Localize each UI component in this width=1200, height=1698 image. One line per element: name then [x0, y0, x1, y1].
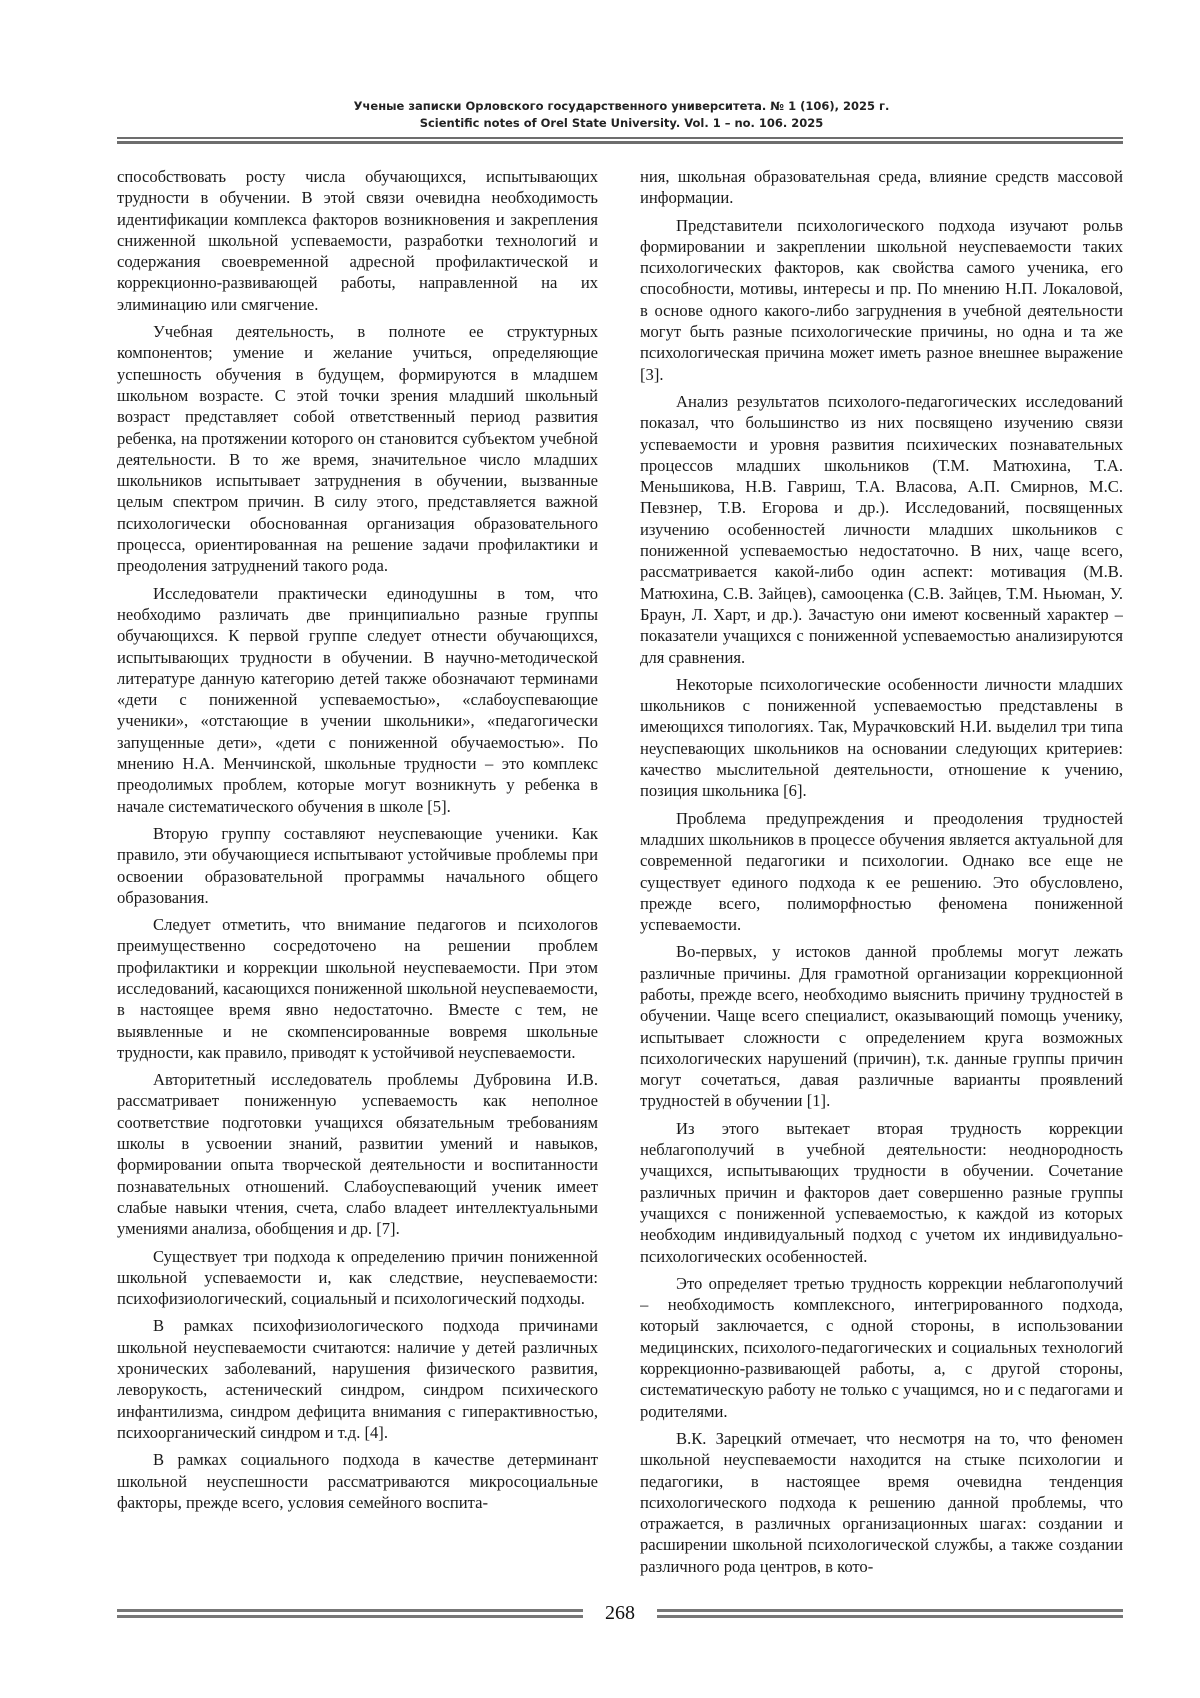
- paragraph: Исследователи практически единодушны в том, что необходимо различать две принципиально разные группы обучающихся. К первой группе следует отнести обучающихся, испытывающих трудности в обучении. В научно-методической литературе данную категорию детей также обозначают терминами «дети с пониженной успеваемостью», «слабоуспевающие ученики», «отстающие в учении школьники», «педагогически запущенные дети», «дети с пониженной обучаемостью». По мнению Н.А. Менчинской, школьные трудности – это комплекс преодолимых проблем, которые могут возникнуть у ребенка в начале систематического обучения в школе [5].: [117, 583, 598, 816]
- running-header: [120, 98, 1123, 132]
- paragraph: В.К. Зарецкий отмечает, что несмотря на то, что феномен школьной неуспеваемости находится на стыке психологии и педагогики, в настоящее время очевидна тенденция психологического подхода к решению данной проблемы, что отражается, в различных организационных шагах: создании и расширении школьной психологической службы, а также создании различного рода центров, в кото-: [640, 1428, 1123, 1576]
- paragraph: В рамках социального подхода в качестве детерминант школьной неуспешности рассматриваются микросоциальные факторы, прежде всего, условия семейного воспита-: [117, 1450, 598, 1512]
- paragraph: Следует отметить, что внимание педагогов и психологов преимущественно сосредоточено на решении проблем профилактики и коррекции школьной неуспеваемости. При этом исследований, касающихся пониженной школьной неуспеваемости, в настоящее время явно недостаточно. Вместе с тем, не выявленные и не скомпенсированные вовремя школьные трудности, как правило, приводят к устойчивой неуспеваемости.: [117, 915, 598, 1062]
- page-footer: [117, 1604, 1123, 1626]
- right-column: [640, 166, 1123, 1581]
- paragraph: Авторитетный исследователь проблемы Дубровина И.В. рассматривает пониженную успеваемость как неполное соответствие подготовки учащихся обязательным требованиям школы в усвоении знаний, развитии умений и навыков, формировании опыта творческой деятельности и воспитанности познавательных отношений. Слабоуспевающий ученик имеет слабые навыки чтения, счета, слабо владеет интеллектуальными умениями анализа, обобщения и др. [7].: [117, 1070, 598, 1239]
- paragraph: Это определяет третью трудность коррекции неблагополучий – необходимость комплексного, интегрированного подхода, который заключается, с одной стороны, в использовании медицинских, психолого-педагогических и социальных технологий коррекционно-развивающей работы, а, с другой стороны, систематическую работу не только с учащимся, но и с педагогами и родителями.: [640, 1273, 1123, 1421]
- paragraph: В рамках психофизиологического подхода причинами школьной неуспеваемости считаются: наличие у детей различных хронических заболеваний, нарушения физического развития, леворукость, астенический синдром, синдром психического инфантилизма, синдром дефицита внимания с гиперактивностью, психоорганический синдром и т.д. [4].: [117, 1316, 598, 1442]
- footer-rule-right: [657, 1609, 1123, 1618]
- paragraph: Некоторые психологические особенности личности младших школьников с пониженной успеваемостью представлены в имеющихся типологиях. Так, Мурачковский Н.И. выделил три типа неуспевающих школьников на основании следующих критериев: качество мыслительной деятельности, отношение к учению, позиция школьника [6].: [640, 674, 1123, 801]
- page-number: 268: [605, 1602, 635, 1624]
- journal-title-en: Scientific notes of Orel State University. Vol. 1 – no. 106. 2025: [419, 116, 824, 130]
- header-rule: [117, 137, 1123, 144]
- paragraph: ния, школьная образовательная среда, влияние средств массовой информации.: [640, 167, 1123, 208]
- paragraph: Вторую группу составляют неуспевающие ученики. Как правило, эти обучающиеся испытывают устойчивые проблемы при освоении образовательной программы начального общего образования.: [117, 823, 598, 907]
- paragraph: Учебная деятельность, в полноте ее структурных компонентов; умение и желание учиться, определяющие успешность обучения в будущем, формируются в младшем школьном возрасте. С этой точки зрения младший школьный возраст представляет собой ответственный период развития ребенка, на протяжении которого он становится субъектом учебной деятельности. В то же время, значительное число младших школьников испытывает затруднения в обучении, вызванные целым спектром причин. В силу этого, представляется важной психологически обоснованная организация образовательного процесса, ориентированная на решение задачи профилактики и преодоления затруднений такого рода.: [117, 322, 598, 576]
- left-column: [117, 166, 598, 1581]
- paragraph: Анализ результатов психолого-педагогических исследований показал, что большинство из них посвящено изучению связи успеваемости и уровня развития психических познавательных процессов младших школьников (Т.М. Матюхина, Т.А. Меньшикова, Н.В. Гавриш, Т.А. Власова, А.П. Смирнов, М.С. Певзнер, Т.В. Егорова и др.). Исследований, посвященных изучению особенностей личности младших школьников с пониженной успеваемостью недостаточно. В них, чаще всего, рассматривается какой-либо один аспект: мотивация (М.В. Матюхина, С.В. Зайцев), самооценка (С.В. Зайцев, Т.М. Ньюман, У. Браун, Л. Харт, и др.). Зачастую они имеют косвенный характер – показатели учащихся с пониженной успеваемостью анализируются для сравнения.: [640, 391, 1123, 667]
- paragraph: Во-первых, у истоков данной проблемы могут лежать различные причины. Для грамотной организации коррекционной работы, прежде всего, необходимо выяснить причину трудностей в обучении. Чаще всего специалист, оказывающий помощь ученику, испытывает сложности с определением круга возможных психологических нарушений (причин), т.к. данные группы причин могут сочетаться, давая различные варианты проявлений трудностей в обучении [1].: [640, 942, 1123, 1111]
- paragraph: Из этого вытекает вторая трудность коррекции неблагополучий в учебной деятельности: неоднородность учащихся, испытывающих трудности в обучении. Сочетание различных причин и факторов дает совершенно разные группы учащихся с пониженной успеваемостью, к каждой из которых необходим индивидуальный подход с учетом их индивидуально-психологических особенностей.: [640, 1118, 1123, 1266]
- paragraph: Существует три подхода к определению причин пониженной школьной успеваемости и, как следствие, неуспеваемости: психофизиологический, социальный и психологический подходы.: [117, 1246, 598, 1309]
- paragraph: Представители психологического подхода изучают рольв формировании и закреплении школьной неуспеваемости таких психологических факторов, как свойства самого ученика, его способности, мотивы, интересы и пр. По мнению Н.П. Локаловой, в основе одного какого-либо загруднения в учебной деятельности могут быть разные психологические причины, но одна и та же психологическая причина может иметь разное внешнее выражение [3].: [640, 215, 1123, 384]
- footer-rule-left: [117, 1609, 583, 1618]
- paragraph: способствовать росту числа обучающихся, испытывающих трудности в обучении. В этой связи очевидна необходимость идентификации комплекса факторов возникновения и закрепления сниженной школьной успеваемости, разработки технологий и содержания своевременной адресной профилактической и коррекционно-развивающей работы, направленной на их элиминацию или смягчение.: [117, 167, 598, 314]
- journal-title-ru: Ученые записки Орловского государственного университета. № 1 (106), 2025 г.: [353, 99, 890, 113]
- paragraph: Проблема предупреждения и преодоления трудностей младших школьников в процессе обучения является актуальной для современной педагогики и психологии. Однако все еще не существует единого подхода к ее решению. Это обусловлено, прежде всего, полиморфностью феномена пониженной успеваемости.: [640, 808, 1123, 935]
